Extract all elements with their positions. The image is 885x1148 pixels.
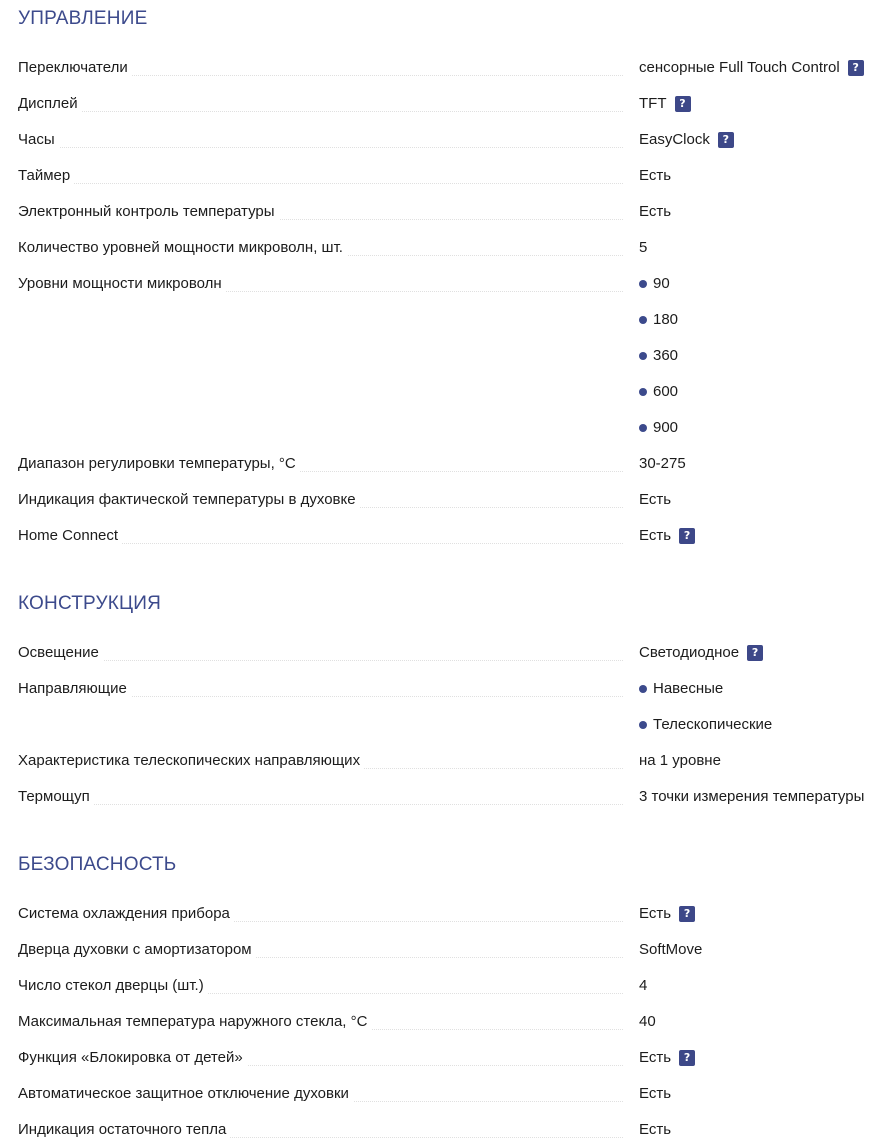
bullet-icon: [639, 424, 647, 432]
spec-value-text: Светодиодное: [639, 644, 740, 661]
spec-value: [639, 779, 864, 815]
dotted-leader: [18, 804, 623, 805]
spec-value: [639, 50, 864, 86]
spec-value-text: Телескопические: [653, 716, 773, 733]
spec-label: Электронный контроль температуры: [18, 194, 279, 230]
spec-label: Функция «Блокировка от детей»: [18, 1040, 247, 1076]
spec-values: [639, 50, 864, 86]
spec-label: Направляющие: [18, 671, 131, 707]
spec-value-text: Навесные: [653, 680, 724, 697]
spec-values: [639, 743, 721, 779]
section-title: БЕЗОПАСНОСТЬ: [18, 854, 177, 875]
question-icon[interactable]: ?: [679, 1050, 695, 1066]
spec-values: [639, 1076, 671, 1112]
spec-value-text: 4: [639, 977, 648, 994]
spec-label: Максимальная температура наружного стекла, °C: [18, 1004, 371, 1040]
spec-values: [639, 518, 695, 554]
spec-label: Термощуп: [18, 779, 94, 815]
spec-values: [639, 896, 695, 932]
spec-row: [18, 1076, 885, 1112]
spec-value-text: Есть: [639, 1049, 672, 1066]
spec-row: [18, 266, 885, 436]
spec-value-text: 90: [653, 275, 670, 292]
spec-list-item: [639, 671, 772, 707]
spec-value-text: Есть: [639, 527, 672, 544]
spec-row: [18, 86, 885, 122]
spec-list-item: [639, 266, 678, 302]
spec-value-text: 30-275: [639, 455, 686, 472]
spec-values: [639, 932, 702, 968]
spec-values: [639, 968, 647, 1004]
spec-value: [639, 1040, 695, 1076]
question-icon[interactable]: ?: [718, 132, 734, 148]
spec-row: [18, 968, 885, 1004]
question-icon[interactable]: ?: [679, 528, 695, 544]
spec-row: [18, 671, 885, 733]
spec-label: Число стекол дверцы (шт.): [18, 968, 208, 1004]
spec-row: [18, 896, 885, 932]
spec-value: [639, 635, 763, 671]
spec-value: [639, 968, 647, 1004]
spec-row: [18, 779, 885, 815]
spec-value: [639, 896, 695, 932]
spec-row: [18, 446, 885, 482]
spec-value: [639, 194, 671, 230]
spec-value-text: сенсорные Full Touch Control: [639, 59, 840, 76]
spec-label: Переключатели: [18, 50, 132, 86]
spec-values: [639, 1004, 656, 1040]
spec-values: [639, 635, 763, 671]
spec-row: [18, 158, 885, 194]
spec-list-item: [639, 410, 678, 446]
spec-value: [639, 1076, 671, 1112]
spec-label: Дверца духовки с амортизатором: [18, 932, 256, 968]
spec-list-item: [639, 374, 678, 410]
question-icon[interactable]: ?: [747, 645, 763, 661]
bullet-icon: [639, 280, 647, 288]
spec-value-text: 360: [653, 347, 679, 364]
spec-values: [639, 158, 671, 194]
dotted-leader: [18, 147, 623, 148]
spec-value: [639, 158, 671, 194]
spec-value: [639, 122, 734, 158]
spec-row: [18, 194, 885, 230]
spec-value: [639, 932, 702, 968]
spec-label: Система охлаждения прибора: [18, 896, 234, 932]
spec-value-text: Есть: [639, 167, 672, 184]
spec-label: Дисплей: [18, 86, 82, 122]
spec-value-text: Есть: [639, 1121, 672, 1138]
spec-row: [18, 743, 885, 779]
spec-values: [639, 1112, 671, 1148]
spec-values: [639, 230, 647, 266]
spec-value-text: Есть: [639, 905, 672, 922]
spec-label: Индикация остаточного тепла: [18, 1112, 230, 1148]
dotted-leader: [18, 183, 623, 184]
spec-value: [639, 1112, 671, 1148]
spec-value-text: SoftMove: [639, 941, 703, 958]
spec-row: [18, 122, 885, 158]
spec-values: [639, 86, 691, 122]
spec-value-text: на 1 уровне: [639, 752, 721, 769]
spec-value: [639, 446, 686, 482]
spec-value-text: Есть: [639, 203, 672, 220]
dotted-leader: [18, 660, 623, 661]
spec-values: [639, 1040, 695, 1076]
spec-row: [18, 230, 885, 266]
spec-values: [639, 779, 864, 815]
spec-row: [18, 50, 885, 86]
spec-value-text: 900: [653, 419, 679, 436]
spec-value-text: Есть: [639, 491, 672, 508]
question-icon[interactable]: ?: [848, 60, 864, 76]
spec-label: Диапазон регулировки температуры, °C: [18, 446, 300, 482]
spec-values: [639, 446, 686, 482]
spec-value: [639, 743, 721, 779]
spec-label: Часы: [18, 122, 59, 158]
spec-list-item: [639, 302, 678, 338]
section-title: КОНСТРУКЦИЯ: [18, 593, 162, 614]
spec-row: [18, 932, 885, 968]
spec-value: [639, 518, 695, 554]
bullet-icon: [639, 685, 647, 693]
spec-list-item: [639, 707, 772, 743]
spec-value: [639, 482, 671, 518]
spec-value-text: Есть: [639, 1085, 672, 1102]
spec-row: [18, 1004, 885, 1040]
spec-value: [639, 86, 691, 122]
spec-values: [639, 194, 671, 230]
spec-values: [639, 671, 772, 743]
spec-row: [18, 518, 885, 554]
spec-value-text: EasyClock: [639, 131, 710, 148]
spec-value-text: 600: [653, 383, 679, 400]
spec-value-text: 3 точки измерения температуры: [639, 788, 865, 805]
dotted-leader: [18, 111, 623, 112]
spec-label: Освещение: [18, 635, 103, 671]
spec-list-item: [639, 338, 678, 374]
question-icon[interactable]: ?: [679, 906, 695, 922]
spec-label: Уровни мощности микроволн: [18, 266, 226, 302]
spec-label: Автоматическое защитное отключение духовки: [18, 1076, 353, 1112]
spec-row: [18, 482, 885, 518]
section-title: УПРАВЛЕНИЕ: [18, 8, 148, 29]
spec-value-text: 40: [639, 1013, 656, 1030]
spec-values: [639, 482, 671, 518]
bullet-icon: [639, 388, 647, 396]
spec-values: [639, 122, 734, 158]
spec-label: Количество уровней мощности микроволн, шт.: [18, 230, 347, 266]
spec-values: [639, 266, 678, 446]
spec-row: [18, 635, 885, 671]
spec-value: [639, 230, 647, 266]
bullet-icon: [639, 721, 647, 729]
bullet-icon: [639, 316, 647, 324]
spec-row: [18, 1040, 885, 1076]
spec-label: Таймер: [18, 158, 74, 194]
spec-value: [639, 1004, 656, 1040]
spec-label: Home Connect: [18, 518, 122, 554]
spec-label: Характеристика телескопических направляющих: [18, 743, 364, 779]
question-icon[interactable]: ?: [675, 96, 691, 112]
spec-label: Индикация фактической температуры в духовке: [18, 482, 360, 518]
bullet-icon: [639, 352, 647, 360]
spec-value-text: 180: [653, 311, 679, 328]
spec-row: [18, 1112, 885, 1148]
spec-value-text: 5: [639, 239, 648, 256]
spec-value-text: TFT: [639, 95, 667, 112]
